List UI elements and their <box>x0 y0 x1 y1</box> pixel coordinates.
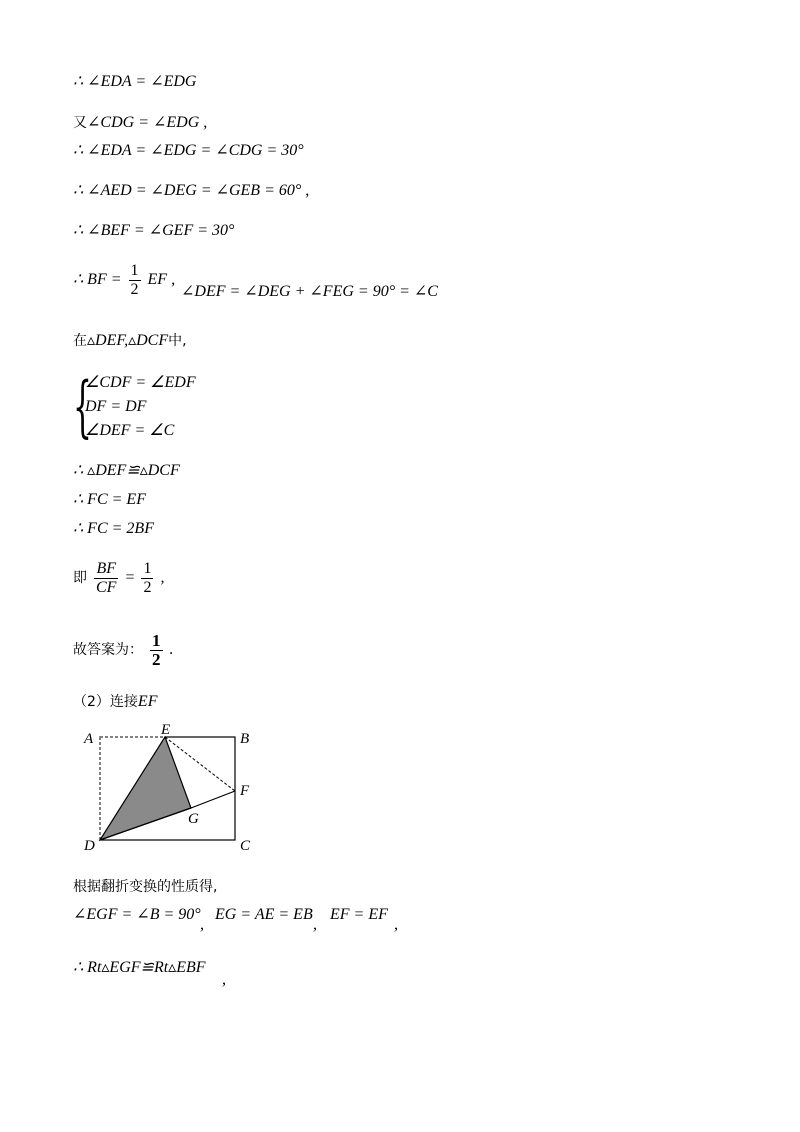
step-line-6 <box>73 262 175 299</box>
step-line-10 <box>73 519 154 539</box>
comma-text: , <box>313 916 317 933</box>
prefix-text: （2）连接 <box>73 694 138 710</box>
label-f: F <box>240 783 250 799</box>
suffix-text: , <box>160 569 165 587</box>
comma <box>394 915 398 935</box>
step-line-3 <box>73 141 304 161</box>
equation-text: ∴ BF = <box>73 271 122 289</box>
step-line-15c <box>330 905 388 925</box>
answer-label: 故答案为： <box>73 642 143 659</box>
label-c: C <box>240 838 251 854</box>
equation-text: ∴ FC = 2BF <box>73 520 154 537</box>
geometry-figure <box>70 720 270 860</box>
step-line-15b <box>215 905 313 925</box>
answer-fraction <box>150 632 163 669</box>
step-line-11 <box>73 560 164 597</box>
prefix-text: 又 <box>73 115 87 131</box>
step-line-5 <box>73 221 234 241</box>
fraction <box>94 560 118 597</box>
equation-text: ∴ ∠BEF = ∠GEF = 30° <box>73 222 235 239</box>
step-line-1 <box>73 72 196 92</box>
fraction-denominator: 2 <box>130 281 139 298</box>
comma-text: , <box>394 916 398 933</box>
step-line-16 <box>73 958 206 978</box>
prefix-text: 即 <box>73 570 87 587</box>
fraction <box>129 262 141 299</box>
fraction-denominator: CF <box>96 579 117 596</box>
fraction-denominator: 2 <box>152 650 161 669</box>
system-row: DF = DF <box>85 398 147 415</box>
fraction <box>141 560 153 597</box>
equation-text: ∴ ∠EDA = ∠EDG <box>73 73 197 90</box>
step-line-8 <box>73 461 180 481</box>
step-line-9 <box>73 490 146 510</box>
fraction-numerator: BF <box>94 560 118 579</box>
suffix-text: . <box>169 641 174 659</box>
label-d: D <box>84 838 95 854</box>
equation-text: EG = AE = EB <box>215 906 313 923</box>
equation-text: ∠DEF = ∠DEG + ∠FEG = 90° = ∠C <box>181 283 438 300</box>
equals-sign: = <box>125 569 135 587</box>
answer-line <box>73 632 174 669</box>
step-line-7 <box>73 331 187 351</box>
part-2-heading <box>73 692 157 712</box>
left-brace: { <box>73 368 92 445</box>
equation-text: EF <box>137 693 158 710</box>
equation-text: EF , <box>147 271 176 289</box>
step-line-2 <box>73 113 207 133</box>
step-line-14 <box>73 877 217 897</box>
equation-text: ▵DEF,▵DCF <box>87 332 169 349</box>
equation-text: ∴ Rt▵EGF≌Rt▵EBF <box>73 959 206 976</box>
statement-text: 根据翻折变换的性质得, <box>73 879 218 895</box>
equation-text: ∴ FC = EF <box>73 491 146 508</box>
step-line-15 <box>73 905 201 925</box>
fraction-numerator: 1 <box>130 262 139 279</box>
segment-gf <box>191 791 235 808</box>
comma-text: , <box>222 971 226 988</box>
equation-text: ∴ ∠EDA = ∠EDG = ∠CDG = 30° <box>73 142 304 159</box>
system-row: ∠CDF = ∠EDF <box>85 374 196 391</box>
fraction-numerator: 1 <box>143 560 152 577</box>
equation-text: ∠CDG = ∠EDG , <box>87 114 208 131</box>
equation-text: EF = EF <box>330 906 388 923</box>
system-row: ∠DEF = ∠C <box>85 422 175 439</box>
comma <box>313 915 317 935</box>
comma-text: , <box>200 916 204 933</box>
suffix-text: 中, <box>168 333 187 349</box>
prefix-text: 在 <box>73 333 87 349</box>
equation-text: ∴ ∠AED = ∠DEG = ∠GEB = 60° , <box>73 182 310 199</box>
label-a: A <box>84 731 94 747</box>
fraction-numerator: 1 <box>152 631 161 650</box>
equation-text: ∠EGF = ∠B = 90° <box>73 906 201 923</box>
label-b: B <box>240 731 250 747</box>
fraction-denominator: 2 <box>143 579 152 596</box>
equation-text: ∴ ▵DEF≌▵DCF <box>73 462 180 479</box>
step-line-4 <box>73 181 309 201</box>
system-rows <box>85 371 196 443</box>
label-e: E <box>161 722 171 738</box>
label-g: G <box>188 811 199 827</box>
comma <box>222 970 226 990</box>
comma <box>200 915 204 935</box>
step-line-6-right <box>181 282 438 302</box>
